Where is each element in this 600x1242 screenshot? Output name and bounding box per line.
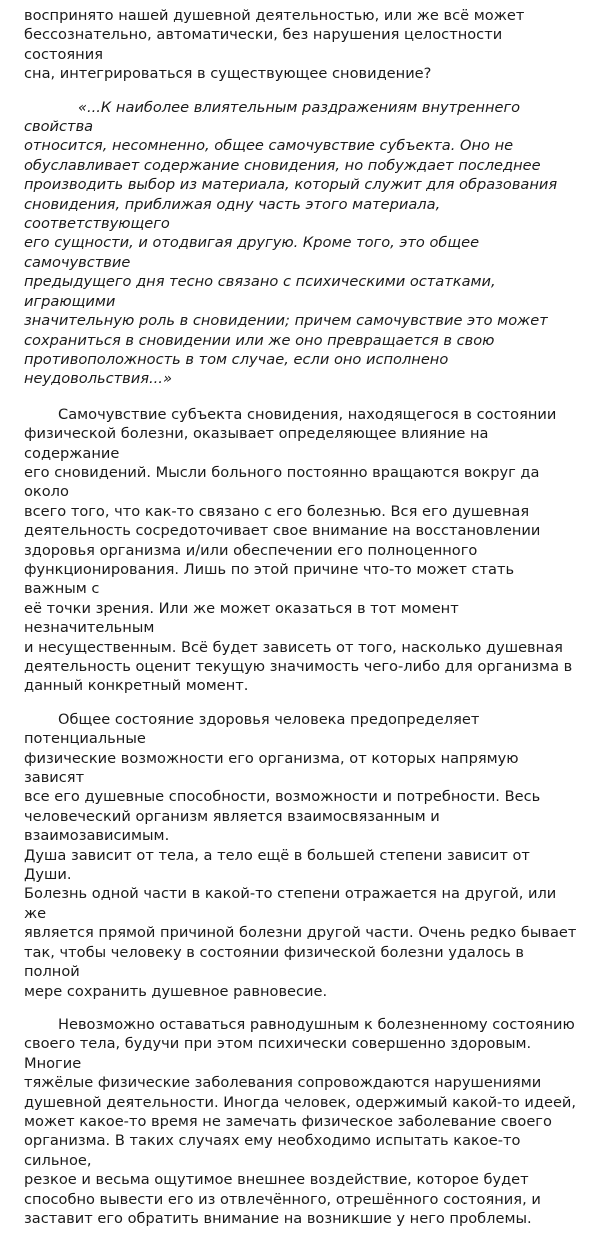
paragraph-body: Общее состояние здоровья человека предопределяет потенциальные физические возможности его организма, от которых напрямую зависят все его душевные способности, возможности и потребности. Весь человеческий организм является взаимосвязанным и взаимозависимым. Душа зависит от тела, а тело ещё в большей степени зависит от Души. Болезнь одной части в какой-то степени отражается на другой, или же является прямой причиной болезни другой части. Очень редко бывает так, чтобы человеку в состоянии физической болезни удалось в полной мере сохранить душевное равновесие. [24,710,577,1000]
paragraph-continuation: воспринято нашей душевной деятельностью, или же всё может бессознательно, автоматически, без нарушения целостности состояния сна, интегрироваться в существующее сновидение? [24,7,525,83]
document-page [24,6,580,1242]
paragraph-body: Самочувствие субъекта сновидения, находящегося в состоянии физической болезни, оказывает определяющее влияние на содержание его сновидений. Мысли больного постоянно вращаются вокруг да около всего того, что как-то связано с его болезнью. Вся его душевная деятельность сосредоточивает свое внимание на восстановлении здоровья организма и/или обеспечении его полноценного функционирования. Лишь по этой причине что-то может стать важным с её точки зрения. Или же может оказаться в тот момент незначительным и несущественным. Всё будет зависеть от того, насколько душевная деятельность оценит текущую значимость чего-либо для организма в данный конкретный момент. [24,405,573,695]
paragraph-body: Невозможно оставаться равнодушным к болезненному состоянию своего тела, будучи при этом психически совершенно здоровым. Многие тяжёлые физические заболевания сопровождаются нарушениями душевной деятельности. Иногда человек, одержимый какой-то идеей, может какое-то время не замечать физическое заболевание своего организма. В таких случаях ему необходимо испытать какое-то сильное, резкое и весьма ощутимое внешнее воздействие, которое будет способно вывести его из отвлечённого, отрешённого состояния, и заставит его обратить внимание на возникшие у него проблемы. [24,1015,577,1227]
block-quote: «...К наиболее влиятельным раздражениям внутреннего свойства относится, несомненно, общее самочувствие субъекта. Оно не обуславливает содержание сновидения, но побуждает последнее производить выбор из материала, который служит для образования сновидения, приближая одну часть этого материала, соответствующего его сущности, и отодвигая другую. Кроме того, это общее самочувствие предыдущего дня тесно связано с психическими остатками, играющими значительную роль в сновидении; причем самочувствие это может сохраниться в сновидении или же оно превращается в свою противоположность в том случае, если оно исполнено неудовольствия...» [24,98,558,388]
